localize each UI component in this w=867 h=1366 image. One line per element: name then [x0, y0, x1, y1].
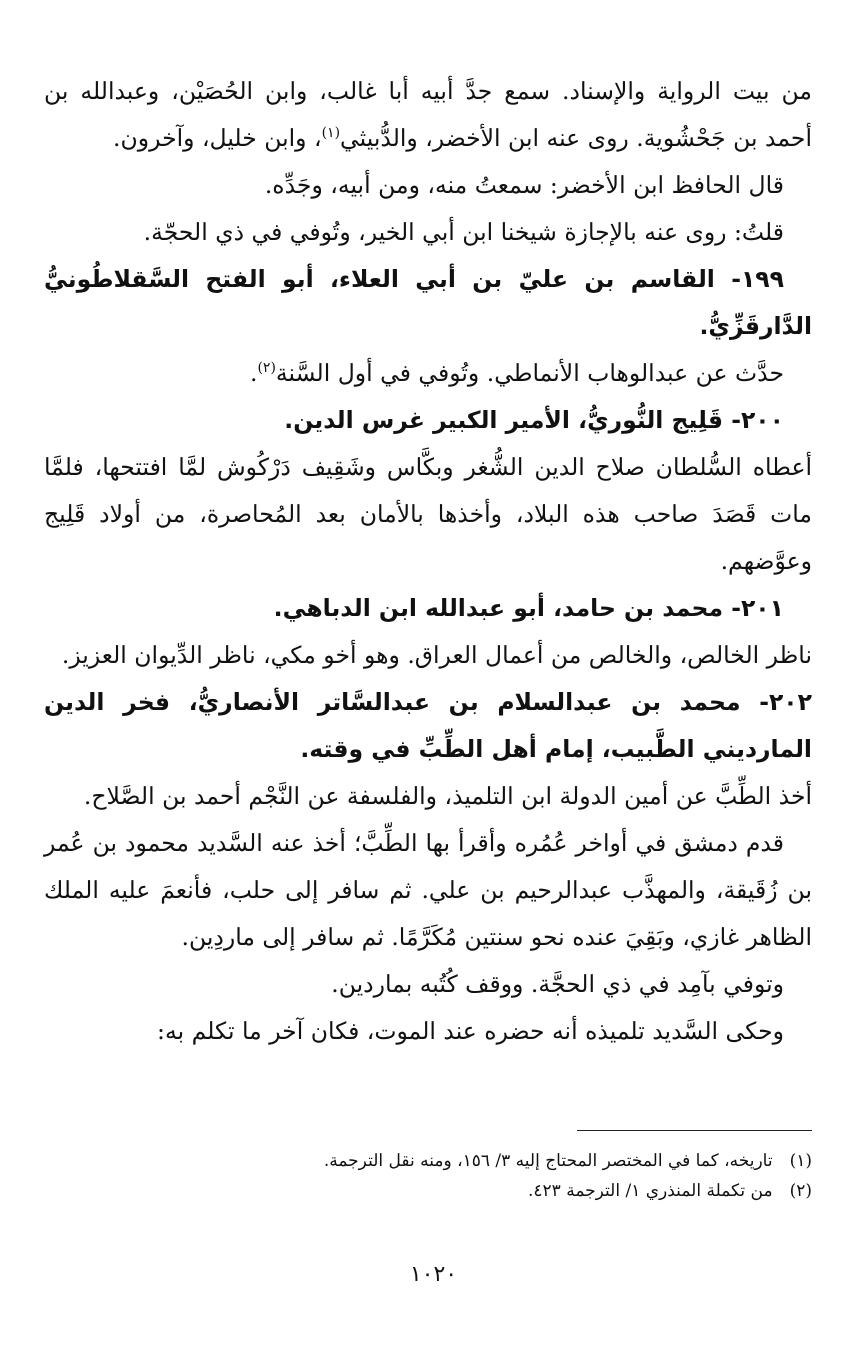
paragraph-1: [44, 68, 812, 162]
footnote-marker-1[interactable]: (١): [321, 125, 341, 142]
paragraph-5: أعطاه السُّلطان صلاح الدين الشُّغر وبكَّاس وشَقِيف دَرْكُوش لمَّا افتتحها، فلمَّا مات قَصَدَ صاحب هذه البلاد، وأخذها بالأمان بعد المُحاصرة، من أولاد قَلِيج وعوَّضهم.: [44, 453, 812, 575]
footnote-2: [52, 1176, 812, 1206]
paragraph-3: قلتُ: روى عنه بالإجازة شيخنا ابن أبي الخير، وتُوفي في ذي الحجّة.: [143, 218, 784, 246]
paragraph-2: قال الحافظ ابن الأخضر: سمعتُ منه، ومن أبيه، وجَدِّه.: [264, 171, 784, 199]
paragraph-4: [44, 350, 812, 397]
paragraph-7: أخذ الطِّبَّ عن أمين الدولة ابن التلميذ، والفلسفة عن النَّجْم أحمد بن الصَّلاح.: [83, 782, 812, 810]
page-body: [44, 68, 812, 1055]
footnote-divider: [577, 1130, 812, 1131]
footnote-marker-2[interactable]: (٢): [257, 360, 276, 377]
paragraph-10: وحكى السَّديد تلميذه أنه حضره عند الموت، فكان آخر ما تكلم به:: [157, 1017, 784, 1045]
paragraph-6: ناظر الخالص، والخالص من أعمال العراق. وهو أخو مكي، ناظر الدِّيوان العزيز.: [61, 641, 812, 669]
paragraph-4-text: حدَّث عن عبدالوهاب الأنماطي. وتُوفي في أول السَّنة: [275, 359, 784, 387]
entry-heading-201: ٢٠١- محمد بن حامد، أبو عبدالله ابن الدباهي.: [273, 594, 784, 622]
page-number: ١٠٢٠: [409, 1262, 458, 1287]
footnote-1-text: تاريخه، كما في المختصر المحتاج إليه ٣/ ١٥٦، ومنه نقل الترجمة.: [323, 1151, 773, 1171]
entry-heading-200: ٢٠٠- قَلِيج النُّوريُّ، الأمير الكبير غرس الدين.: [284, 406, 784, 434]
paragraph-8: قدم دمشق في أواخر عُمُره وأقرأ بها الطِّبَّ؛ أخذ عنه السَّديد محمود بن عُمر بن زُقَيقة، والمهذَّب عبدالرحيم بن علي. ثم سافر إلى حلب، فأنعمَ عليه الملك الظاهر غازي، وبَقِيَ عنده نحو سنتين مُكَرَّمًا. ثم سافر إلى ماردِين.: [44, 829, 812, 951]
footnote-1: [52, 1146, 812, 1176]
paragraph-9: وتوفي بآمِد في ذي الحجَّة. ووقف كُتُبه بماردين.: [331, 970, 784, 998]
footnote-2-number: (٢): [789, 1181, 812, 1201]
paragraph-1-tail: ، وابن خليل، وآخرون.: [113, 124, 322, 152]
footnote-2-text: من تكملة المنذري ١/ الترجمة ٤٢٣.: [527, 1181, 773, 1201]
footnote-1-number: (١): [789, 1151, 812, 1171]
entry-heading-199: ١٩٩- القاسم بن عليّ بن أبي العلاء، أبو الفتح السَّقلاطُونيُّ الدَّارقَزِّيُّ.: [44, 265, 812, 340]
entry-heading-202: ٢٠٢- محمد بن عبدالسلام بن عبدالسَّاتر الأنصاريُّ، فخر الدين المارديني الطَّبيب، إمام أهل الطِّبِّ في وقته.: [44, 688, 812, 763]
paragraph-4-tail: .: [249, 359, 258, 387]
footnotes: [52, 1146, 812, 1206]
paragraph-1-text: من بيت الرواية والإسناد. سمع جدَّ أبيه أبا غالب، وابن الحُصَيْن، وعبدالله بن أحمد بن جَحْشُوية. روى عنه ابن الأخضر، والدُّبيثي: [44, 77, 812, 152]
